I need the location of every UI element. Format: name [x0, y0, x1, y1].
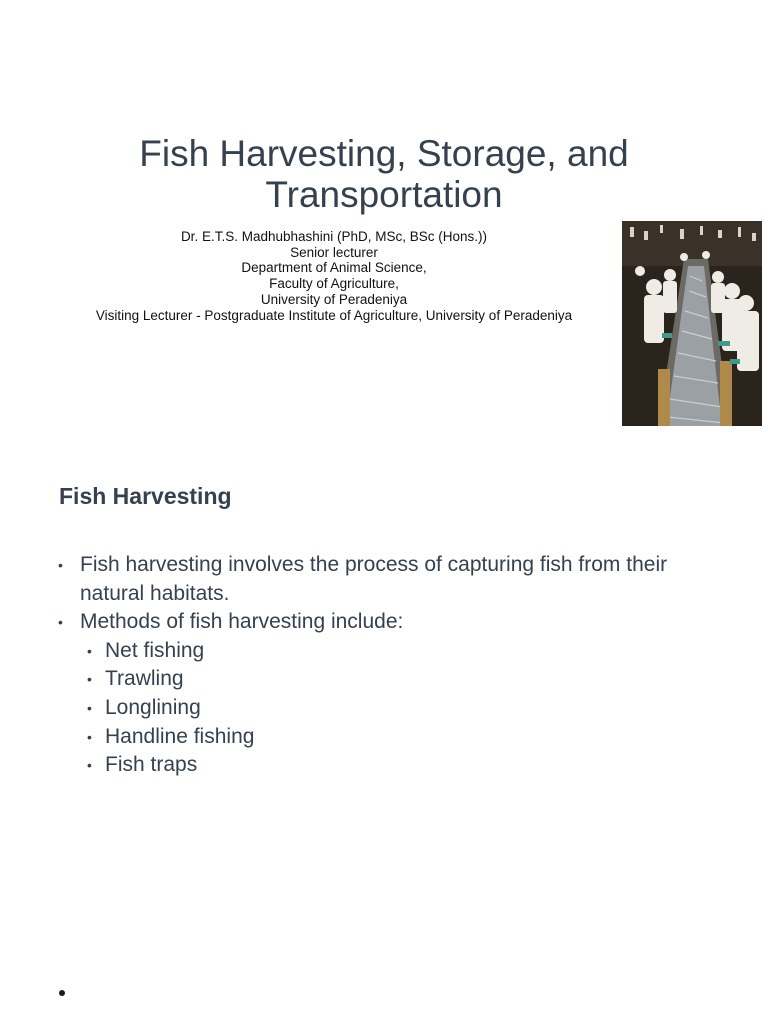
empty-bullet-icon: [59, 990, 65, 996]
author-faculty: Faculty of Agriculture,: [269, 276, 399, 292]
fish-processing-photo: [622, 221, 762, 426]
bullet-icon: •: [87, 728, 92, 745]
bullet-icon: •: [87, 642, 92, 659]
method-text: Handline fishing: [105, 724, 255, 748]
slide-title: [0, 133, 768, 215]
author-credits: [40, 229, 628, 323]
bullet-icon: •: [58, 557, 63, 573]
bullet-text: Methods of fish harvesting include:: [80, 610, 404, 634]
section-heading: Fish Harvesting: [59, 483, 232, 509]
harvesting-bullet-list: [0, 551, 768, 780]
list-item: [0, 723, 768, 752]
slide-title-line-1: Fish Harvesting, Storage, and: [139, 133, 629, 174]
bullet-icon: •: [58, 614, 63, 631]
bullet-icon: •: [87, 699, 92, 716]
bullet-icon: •: [87, 757, 92, 774]
bullet-icon: •: [87, 671, 92, 688]
method-text: Trawling: [105, 667, 184, 691]
list-item: [0, 551, 768, 608]
bullet-text: Fish harvesting involves the process of capturing fish from their natural habitats.: [80, 553, 668, 605]
slide-title-line-2: Transportation: [265, 174, 503, 215]
author-visiting-role: Visiting Lecturer - Postgraduate Institute of Agriculture, University of Peradeniya: [95, 307, 573, 323]
method-text: Net fishing: [105, 638, 205, 662]
author-department: Department of Animal Science,: [241, 260, 427, 276]
method-text: Fish traps: [105, 753, 198, 777]
author-name: Dr. E.T.S. Madhubhashini (PhD, MSc, BSc (Hons.)): [180, 229, 488, 244]
list-item: [0, 608, 768, 637]
author-university: University of Peradeniya: [260, 291, 408, 307]
method-text: Longlining: [105, 695, 201, 719]
author-position: Senior lecturer: [290, 244, 378, 260]
list-item: [0, 637, 768, 666]
list-item: [0, 694, 768, 723]
list-item: [0, 665, 768, 694]
list-item: [0, 751, 768, 780]
